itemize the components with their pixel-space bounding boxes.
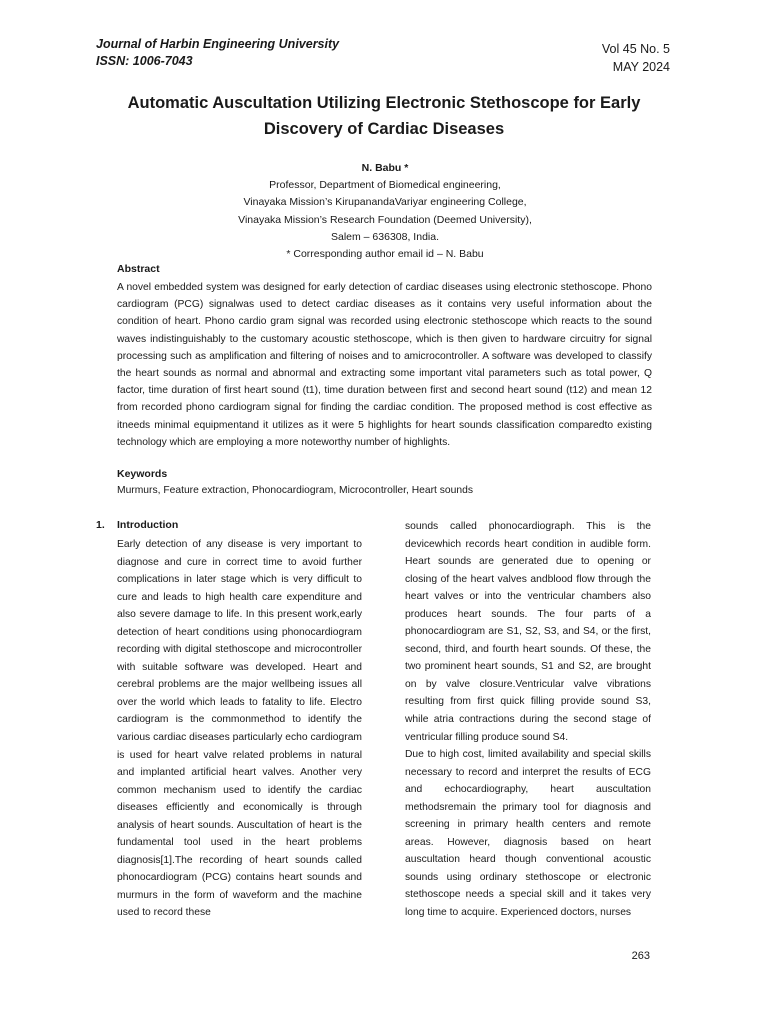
issue-date: MAY 2024 — [612, 60, 670, 74]
section-heading: Introduction — [117, 519, 179, 531]
abstract-heading: Abstract — [117, 263, 160, 275]
journal-name: Journal of Harbin Engineering University — [96, 37, 340, 51]
paper-title-line2: Discovery of Cardiac Diseases — [263, 120, 505, 138]
intro-right-paragraph-2: Due to high cost, limited availability and special skills necessary to record and interpret the results of ECG and echocardiography, heart auscultation methodsremain the primary tool for diagnosis and screening in primary health centers and remote areas. However, diagnosis based on heart auscultation heard though conventional acoustic sounds using ordinary stethoscope or electronic stethoscope needs a special skill and it takes very long time to acquire. Experienced doctors, nurses — [405, 749, 651, 919]
author-name: N. Babu * — [361, 162, 409, 174]
paper-title-line1: Automatic Auscultation Utilizing Electronic Stethoscope for Early — [127, 94, 641, 112]
section-number: 1. — [96, 519, 105, 531]
author-affiliation-2: Vinayaka Mission’s KirupanandaVariyar engineering College, — [243, 196, 527, 209]
keywords-text: Murmurs, Feature extraction, Phonocardiogram, Microcontroller, Heart sounds — [117, 485, 473, 496]
intro-right-column — [405, 518, 651, 922]
author-affiliation-1: Professor, Department of Biomedical engineering, — [269, 179, 501, 192]
author-block — [150, 160, 620, 263]
abstract-text: A novel embedded system was designed for early detection of cardiac diseases using electronic stethoscope. Phono cardiogram (PCG) signalwas used to detect cardiac diseases as it contains very useful information about the condition of heart. Phono cardio gram signal was recorded using electronic stethoscope which reacts to the sound waves indistinguishably to the customary acoustic stethoscope, which is then given to hardware circuitry for signal processing such as amplification and filtering of noises and to amicrocontroller. A software was developed to classify the heart sounds as normal and abnormal and extracting some important vital parameters such as total power, Q factor, time duration of first heart sound (t1), time duration between first and second heart sound (t12) and mean 12 from recorded phono cardiogram signal for finding the cardiac condition. The proposed method is cost effective as itneeds minimal equipmentand it utilizes as it were 5 highlights for heart sounds classification comparedto existing technology which are employing a more noteworthy number of highlights. — [117, 282, 652, 448]
author-affiliation-3: Vinayaka Mission’s Research Foundation (Deemed University), — [238, 213, 532, 226]
page-number: 263 — [631, 950, 650, 962]
author-affiliation-4: Salem – 636308, India. — [331, 230, 439, 243]
journal-header — [96, 36, 339, 70]
intro-right-paragraph-1: sounds called phonocardiograph. This is the devicewhich records heart condition in audible form. Heart sounds are generated due to opening or closing of the heart valves andblood flow through the heart valves or into the ventricular chambers also produces heart sounds. The four parts of a phonocardiogram are S1, S2, S3, and S4, or the first, second, third, and fourth heart sounds. Of these, the two prominent heart sounds, S1 and S2, are brought on by valve closure.Ventricular valve vibrations resulting from first quick filling provide sound S3, while atria contractions during the second stage of ventricular filling produce sound S4. — [405, 521, 651, 743]
journal-issn: ISSN: 1006-7043 — [96, 54, 193, 68]
corresponding-author: * Corresponding author email id – N. Babu — [286, 248, 484, 261]
paper-title — [90, 90, 678, 142]
keywords-heading: Keywords — [117, 468, 168, 480]
intro-left-column: Early detection of any disease is very important to diagnose and cure in correct time to avoid further complications in later stage which is very difficult to cure and leads to high health care expenditure and also severe damage to life. In this present work,early detection of heart conditions using phonocardiogram recording with digital stethoscope and microcontroller with suitable software was developed. Heart and cerebral problems are the major wellbeing issues all over the world which leads to fatality to life. Electro cardiogram is the commonmethod to identify the various cardiac diseases particularly echo cardiogram is used for heart valve related problems in natural and implanted artificial heart valves. Another very common mechanism used to identify the cardiac diseases efficiently and economically is through analysis of heart sounds. Auscultation of heart is the fundamental tool used in the heart problems diagnosis[1].The recording of heart sounds called phonocardiogram (PCG) contains heart sounds and murmurs in the form of waveform and the machine used to record these — [117, 539, 362, 919]
volume-number: Vol 45 No. 5 — [601, 42, 670, 56]
issue-info — [602, 40, 670, 76]
